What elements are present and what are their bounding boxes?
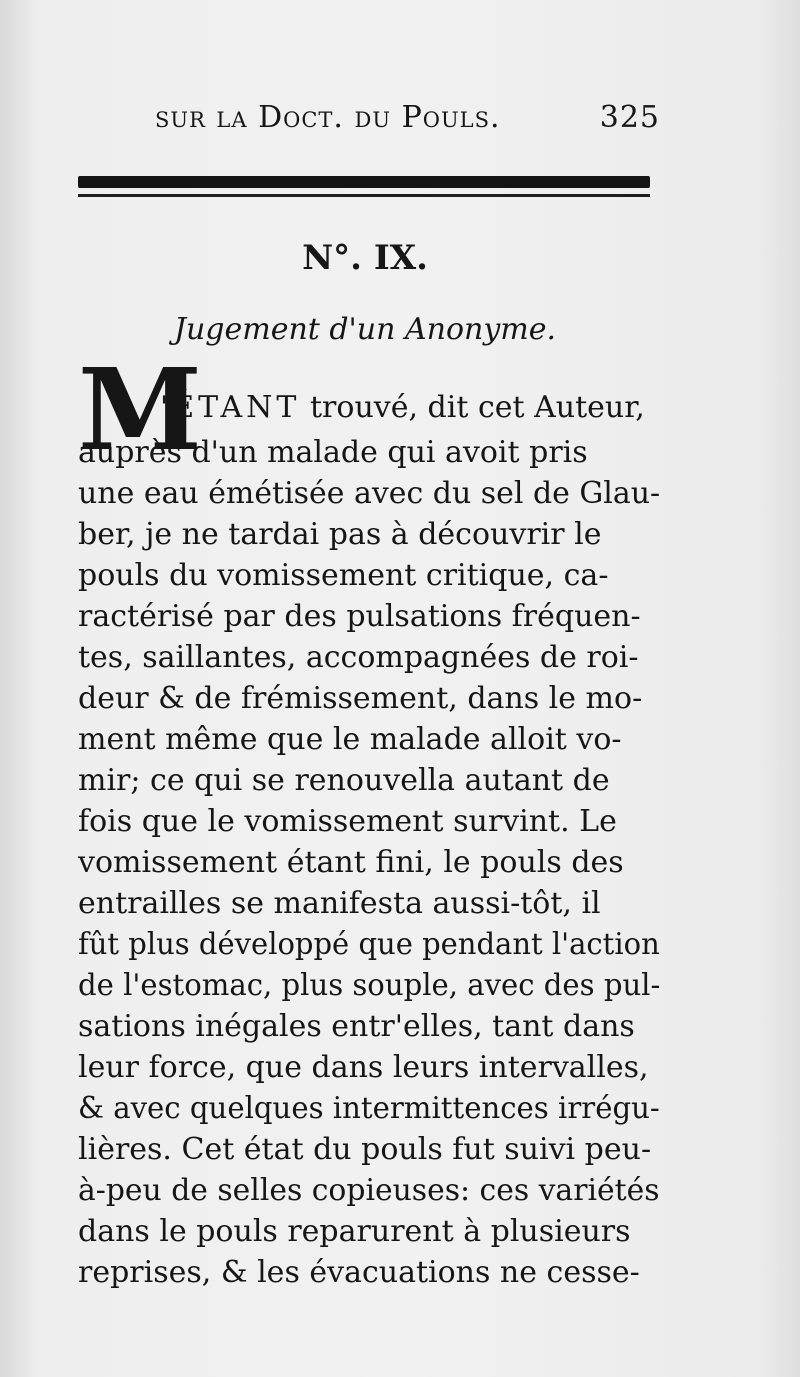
running-title: sur la Doct. du Pouls.	[155, 100, 501, 135]
first-word-small-caps: 'ÉTANT	[160, 390, 301, 425]
text-line: entrailles se manifesta aussi-tôt, il	[78, 886, 601, 921]
page-number: 325	[599, 100, 660, 135]
drop-cap: M	[78, 345, 202, 476]
text-line: une eau émétisée avec du sel de Glau-	[78, 476, 661, 511]
text-line: deur & de frémissement, dans le mo-	[78, 681, 643, 716]
rule-thick-bar	[78, 176, 650, 188]
text-line: fois que le vomissement survint. Le	[78, 804, 617, 839]
text-line: vomissement étant fini, le pouls des	[78, 845, 624, 880]
page-header	[155, 100, 660, 146]
text-line: reprises, & les évacuations ne cesse-	[78, 1255, 640, 1290]
text-line: tes, saillantes, accompagnées de roi-	[78, 640, 639, 675]
first-line-text: trouvé, dit cet Auteur,	[310, 390, 645, 425]
text-line: dans le pouls reparurent à plusieurs	[78, 1214, 631, 1249]
text-line: leur force, que dans leurs intervalles,	[78, 1050, 649, 1085]
text-line: de l'estomac, plus souple, avec des pul-	[78, 968, 661, 1003]
text-line: lières. Cet état du pouls fut suivi peu-	[78, 1132, 652, 1167]
text-line: pouls du vomissement critique, ca-	[78, 558, 609, 593]
text-line: ractérisé par des pulsations fréquen-	[78, 599, 641, 634]
text-line: sations inégales entr'elles, tant dans	[78, 1009, 635, 1044]
text-line: mir; ce qui se renouvella autant de	[78, 763, 610, 798]
text-line: auprès d'un malade qui avoit pris	[78, 435, 588, 470]
text-line: fût plus développé que pendant l'action	[78, 927, 660, 962]
text-line: ment même que le malade alloit vo-	[78, 722, 622, 757]
section-number: N°. IX.	[302, 238, 428, 278]
text-line-first	[160, 388, 645, 428]
ornamental-rule	[78, 172, 650, 202]
rule-thin-bar	[78, 194, 650, 197]
text-line: & avec quelques intermittences irrégu-	[78, 1091, 660, 1126]
text-line: ber, je ne tardai pas à découvrir le	[78, 517, 602, 552]
section-subtitle: Jugement d'un Anonyme.	[173, 312, 557, 347]
text-line: à-peu de selles copieuses: ces variétés	[78, 1173, 660, 1208]
